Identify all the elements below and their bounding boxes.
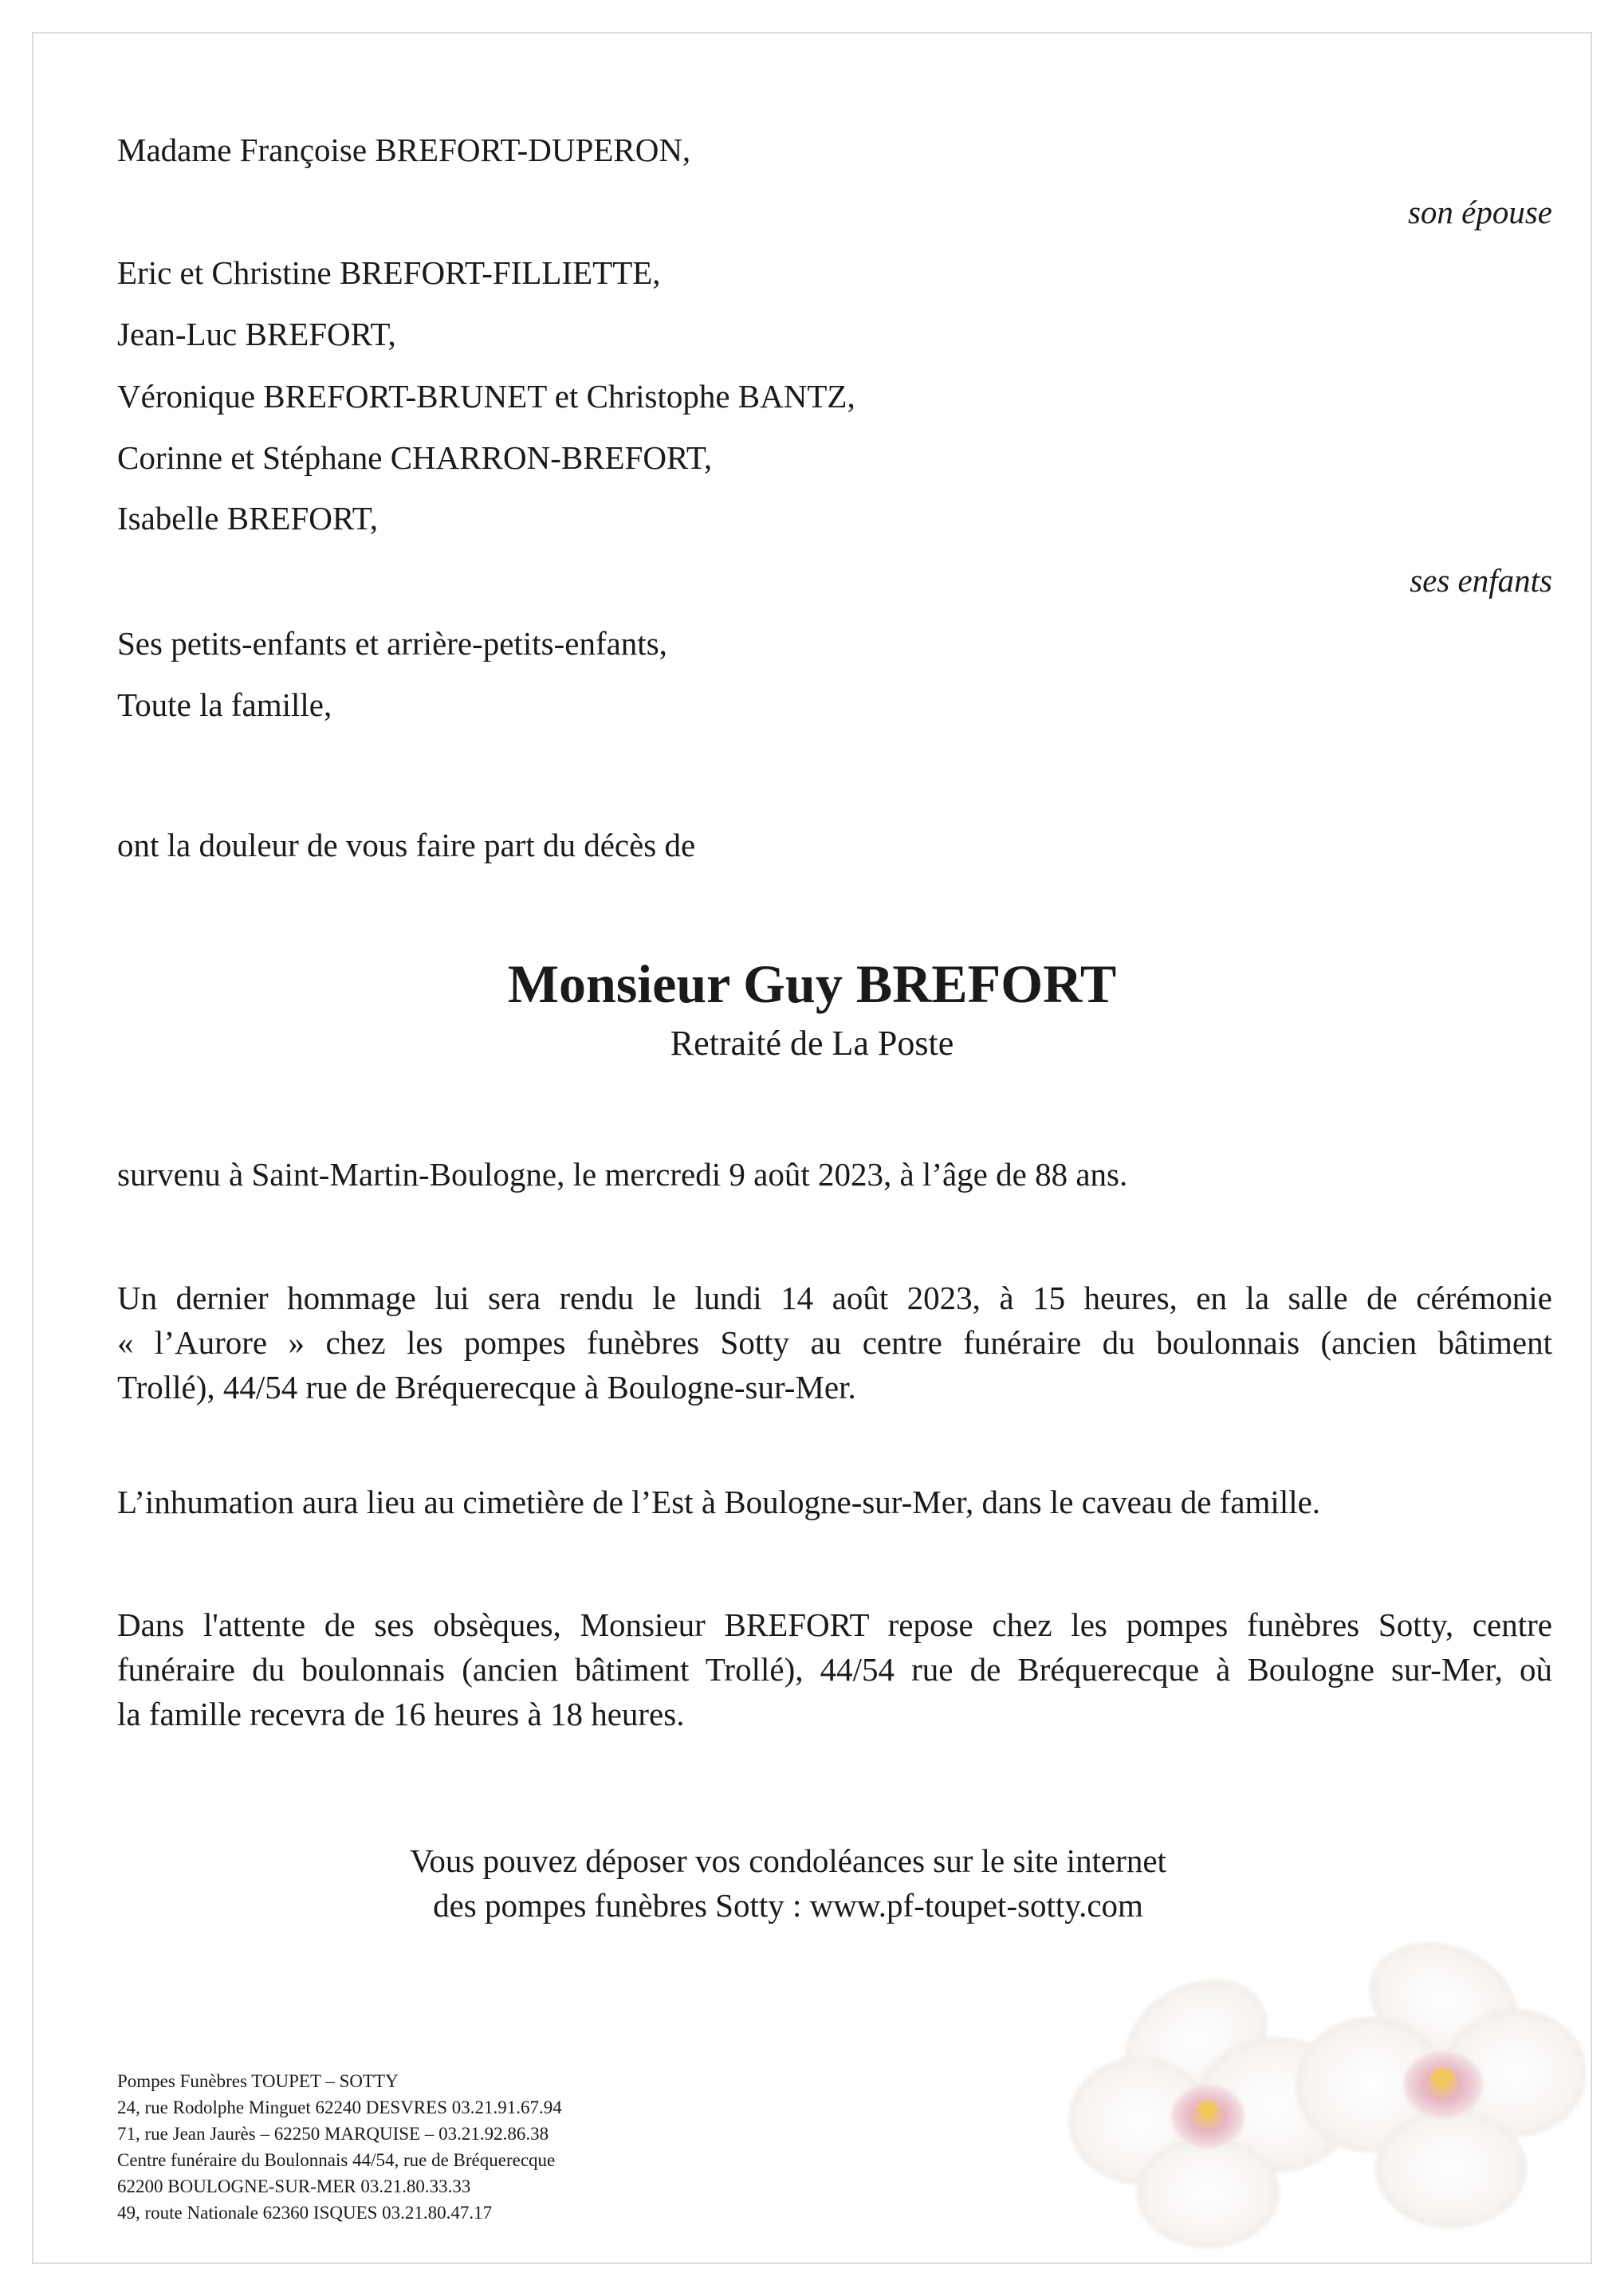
child-2: Jean-Luc BREFORT,	[117, 316, 396, 352]
deceased-name: Monsieur Guy BREFORT	[507, 953, 1117, 1014]
tribute-line-3: Trollé), 44/54 rue de Bréquerecque à Boulogne-sur-Mer.	[117, 1369, 856, 1406]
deceased-title: Retraité de La Poste	[670, 1024, 954, 1063]
tribute-line-2: « l’Aurore » chez les pompes funèbres Sotty au centre funéraire du boulonnais (ancien bâtiment	[117, 1324, 1552, 1361]
orchid-flower-right	[1296, 1923, 1587, 2228]
children-role: ses enfants	[1410, 562, 1552, 599]
spouse-name: Madame Françoise BREFORT-DUPERON,	[117, 132, 691, 168]
orchid-decoration	[1036, 1913, 1587, 2256]
burial-info: L’inhumation aura lieu au cimetière de l’Est à Boulogne-sur-Mer, dans le caveau de famille.	[117, 1484, 1321, 1520]
grandchildren: Ses petits-enfants et arrière-petits-enfants,	[117, 625, 667, 662]
footer-line-6: 49, route Nationale 62360 ISQUES 03.21.80.47.17	[117, 2203, 493, 2223]
child-5: Isabelle BREFORT,	[117, 500, 379, 537]
tribute-line-1: Un dernier hommage lui sera rendu le lundi 14 août 2023, à 15 heures, en la salle de cérémonie	[117, 1280, 1552, 1316]
funeral-home-footer	[117, 2068, 562, 2226]
child-4: Corinne et Stéphane CHARRON-BREFORT,	[117, 439, 713, 476]
child-3: Véronique BREFORT-BRUNET et Christophe BANTZ,	[117, 378, 855, 415]
footer-line-2: 24, rue Rodolphe Minguet 62240 DESVRES 03.21.91.67.94	[117, 2097, 562, 2117]
footer-line-1: Pompes Funèbres TOUPET – SOTTY	[117, 2071, 399, 2091]
condolences-line-2: des pompes funèbres Sotty : www.pf-toupet-sotty.com	[433, 1887, 1143, 1924]
repose-line-1: Dans l'attente de ses obsèques, Monsieur BREFORT repose chez les pompes funèbres Sotty, centre	[117, 1606, 1552, 1643]
tribute-paragraph	[117, 1276, 1552, 1409]
condolences-line-1: Vous pouvez déposer vos condoléances sur le site internet	[410, 1842, 1166, 1879]
footer-line-4: Centre funéraire du Boulonnais 44/54, rue de Bréquerecque	[117, 2150, 556, 2170]
death-info: survenu à Saint-Martin-Boulogne, le mercredi 9 août 2023, à l’âge de 88 ans.	[117, 1156, 1128, 1193]
footer-line-5: 62200 BOULOGNE-SUR-MER 03.21.80.33.33	[117, 2176, 471, 2196]
child-1: Eric et Christine BREFORT-FILLIETTE,	[117, 254, 661, 291]
footer-line-3: 71, rue Jean Jaurès – 62250 MARQUISE – 03.21.92.86.38	[117, 2124, 549, 2144]
spouse-role: son épouse	[1407, 194, 1552, 230]
repose-paragraph	[117, 1602, 1552, 1736]
repose-line-3: la famille recevra de 16 heures à 18 heures.	[117, 1696, 685, 1732]
announcement: ont la douleur de vous faire part du décès de	[117, 827, 696, 863]
whole-family: Toute la famille,	[117, 686, 332, 723]
repose-line-2: funéraire du boulonnais (ancien bâtiment Trollé), 44/54 rue de Bréquerecque à Boulogne sur-Mer, où	[117, 1651, 1552, 1688]
